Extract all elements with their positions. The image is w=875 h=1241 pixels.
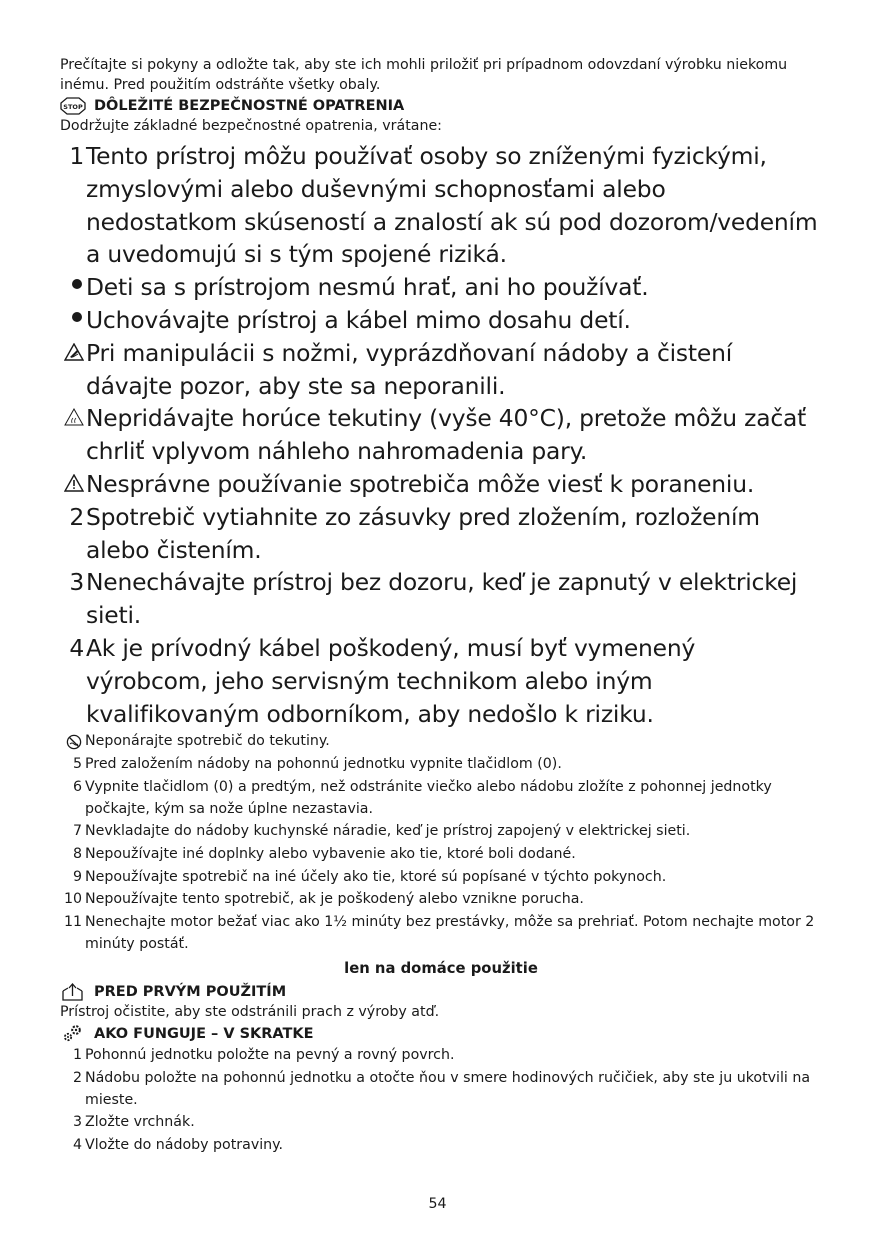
hot-liquid-warning-icon [60, 402, 86, 468]
stop-icon [60, 96, 88, 116]
item-text: Nepoužívajte spotrebič na iné účely ako tie, ktoré sú popísané v týchto pokynoch. [85, 868, 667, 885]
large-item-list [60, 140, 822, 730]
no-immerse-icon [60, 730, 85, 753]
item-number: 10 [63, 891, 82, 908]
safety-subtitle: Dodržujte základné bezpečnostné opatrenia, vrátane: [60, 118, 442, 134]
item-number: 1 [69, 142, 84, 170]
list-item [60, 820, 822, 843]
item-text: Nesprávne používanie spotrebiča môže viesť k poraneniu. [86, 469, 755, 498]
item-number: 2 [72, 1069, 82, 1086]
first-use-title: PRED PRVÝM POUŽITÍM [94, 984, 287, 1001]
page-number: 54 [428, 1196, 447, 1212]
list-item [60, 888, 822, 911]
item-number: 2 [69, 502, 84, 531]
item-number: 3 [69, 568, 84, 597]
safety-title: DÔLEŽITÉ BEZPEČNOSTNÉ OPATRENIA [94, 98, 405, 114]
list-item [60, 843, 822, 866]
item-number: 7 [72, 822, 82, 839]
gears-icon [60, 1024, 88, 1044]
knife-warning-icon [60, 337, 86, 403]
list-item [60, 753, 822, 776]
list-item [60, 271, 822, 304]
item-text: Pred založením nádoby na pohonnú jednotku vypnite tlačidlom (0). [85, 756, 562, 773]
page [60, 55, 822, 1157]
how-it-works-heading [60, 1024, 822, 1044]
list-item [60, 866, 822, 889]
item-text: Nenechajte motor bežať viac ako 1½ minúty bez prestávky, môže sa prehriať. Potom nechajte motor 2 minúty postáť. [85, 914, 815, 953]
item-number: 3 [72, 1113, 82, 1130]
list-item [60, 776, 822, 820]
safety-heading [60, 96, 822, 116]
unpack-icon [60, 982, 88, 1002]
item-text: Nepoužívajte iné doplnky alebo vybavenie ako tie, ktoré boli dodané. [85, 845, 576, 862]
warning-icon [60, 468, 86, 501]
list-item [60, 304, 822, 337]
list-item [60, 632, 822, 730]
item-number: 11 [63, 914, 82, 931]
item-number: 1 [72, 1047, 82, 1064]
item-number: 6 [72, 778, 82, 795]
item-text: Vložte do nádoby potraviny. [85, 1136, 284, 1153]
item-text: Nepridávajte horúce tekutiny (vyše 40°C), pretože môžu začať chrliť vplyvom náhleho nahromadenia pary. [86, 404, 807, 466]
list-item [60, 501, 822, 567]
item-text: Nepoužívajte tento spotrebič, ak je poškodený alebo vznikne porucha. [85, 891, 584, 908]
item-number: 5 [72, 756, 82, 773]
item-number: 4 [72, 1136, 82, 1153]
item-text: Deti sa s prístrojom nesmú hrať, ani ho používať. [86, 273, 649, 302]
list-item [60, 1044, 822, 1067]
item-text: Pri manipulácii s nožmi, vyprázdňovaní nádoby a čistení dávajte pozor, aby ste sa neporanili. [86, 338, 732, 400]
item-text: Vypnite tlačidlom (0) a predtým, než odstránite viečko alebo nádobu zložíte z pohonnej jednotky počkajte, kým sa nože úplne nezastavia. [85, 778, 772, 817]
first-use-heading [60, 982, 822, 1002]
bullet-icon [60, 271, 86, 304]
item-number: 8 [72, 845, 82, 862]
item-text: Uchovávajte prístroj a kábel mimo dosahu detí. [86, 305, 631, 334]
item-text: Nevkladajte do nádoby kuchynské náradie, keď je prístroj zapojený v elektrickej sieti. [85, 822, 691, 839]
intro-text: Prečítajte si pokyny a odložte tak, aby ste ich mohli priložiť pri prípadnom odovzdaní výrobku niekomu inému. Pred použitím odstráňte všetky obaly. [60, 57, 788, 93]
item-text: Nádobu položte na pohonnú jednotku a otočte ňou v smere hodinových ručičiek, aby ste ju ukotvili na mieste. [85, 1069, 811, 1108]
item-text: Pohonnú jednotku položte na pevný a rovný povrch. [85, 1047, 455, 1064]
list-item [60, 1134, 822, 1157]
first-use-text: Prístroj očistite, aby ste odstránili prach z výroby atď. [60, 1004, 440, 1021]
list-item [60, 730, 822, 753]
list-item [60, 140, 822, 271]
item-text: Ak je prívodný kábel poškodený, musí byť vymenený výrobcom, jeho servisným technikom alebo iným kvalifikovaným odborníkom, aby nedošlo k riziku. [86, 633, 696, 728]
list-item [60, 911, 822, 955]
item-text: Tento prístroj môžu používať osoby so zníženými fyzickými, zmyslovými alebo duševnými schopnosťami alebo nedostatkom skúseností a znalostí ak sú pod dozorom/vedením a uvedomujú si s tým spojené riziká. [86, 142, 818, 269]
item-number: 9 [72, 868, 82, 885]
item-text: Nenechávajte prístroj bez dozoru, keď je zapnutý v elektrickej sieti. [86, 568, 798, 630]
list-item [60, 337, 822, 403]
item-number: 4 [69, 633, 84, 662]
list-item [60, 402, 822, 468]
how-it-works-list [60, 1044, 822, 1156]
domestic-use-note: len na domáce použitie [344, 960, 538, 978]
how-it-works-title: AKO FUNGUJE – V SKRATKE [94, 1026, 314, 1043]
item-text: Zložte vrchnák. [85, 1113, 195, 1130]
bullet-icon [60, 304, 86, 337]
stop-icon-label: STOP [63, 103, 83, 111]
list-item [60, 566, 822, 632]
list-item [60, 1111, 822, 1134]
list-item [60, 468, 822, 501]
small-item-list [60, 730, 822, 955]
list-item [60, 1067, 822, 1111]
item-text: Spotrebič vytiahnite zo zásuvky pred zložením, rozložením alebo čistením. [86, 502, 760, 564]
item-text: Neponárajte spotrebič do tekutiny. [85, 733, 330, 750]
